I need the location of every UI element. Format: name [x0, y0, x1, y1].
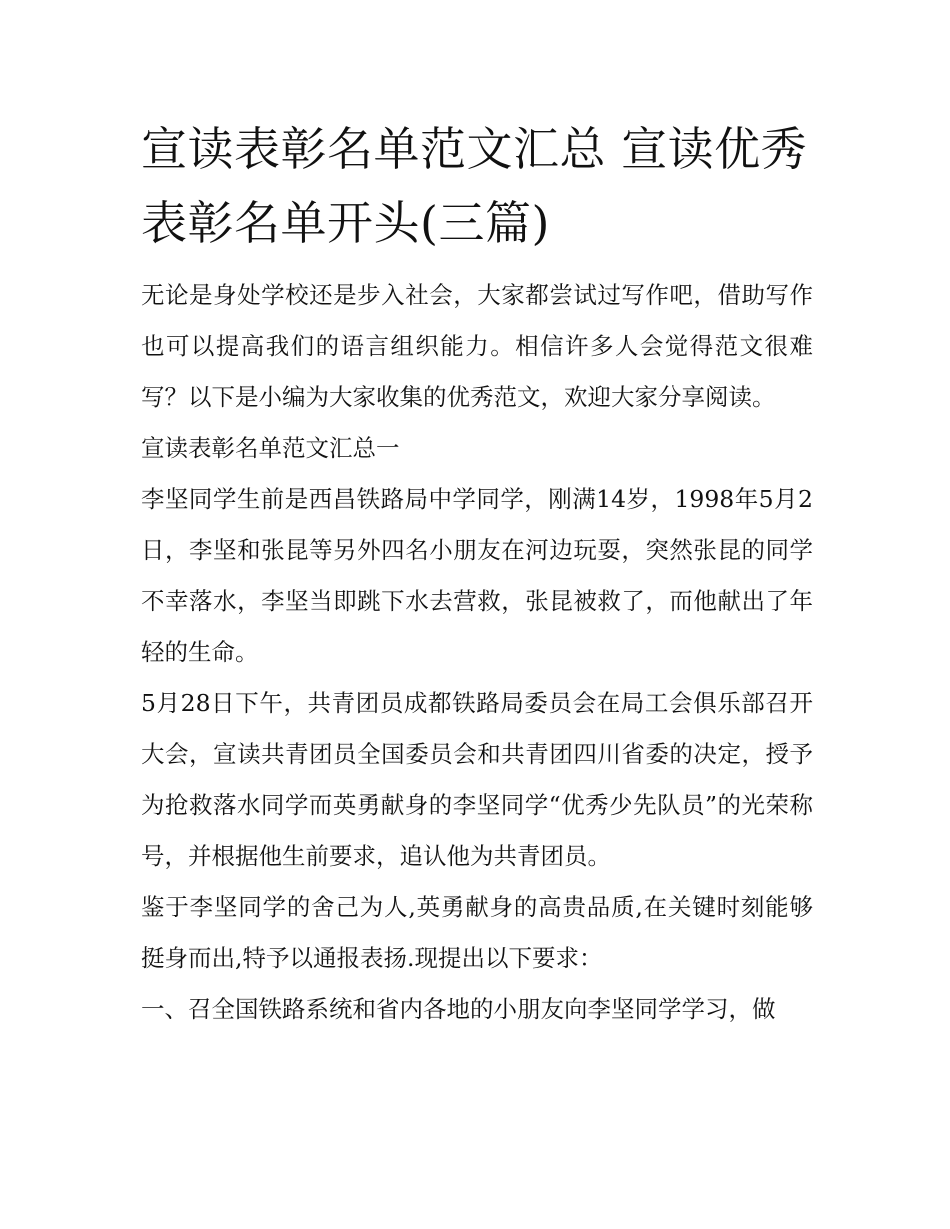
document-body: [141, 112, 813, 1035]
body-paragraph: 5月28日下午，共青团员成都铁路局委员会在局工会俱乐部召开大会，宣读共青团员全国委员会和共青团四川省委的决定，授予为抢救落水同学而英勇献身的李坚同学“优秀少先队员”的光荣称号，并根据他生前要求，追认他为共青团员。: [141, 689, 813, 870]
body-paragraph: 李坚同学生前是西昌铁路局中学同学，刚满14岁，1998年5月2日，李坚和张昆等另外四名小朋友在河边玩耍，突然张昆的同学不幸落水，李坚当即跳下水去营救，张昆被救了，而他献出了年轻的生命。: [141, 485, 813, 666]
intro-paragraph: 无论是身处学校还是步入社会，大家都尝试过写作吧，借助写作也可以提高我们的语言组织能力。相信许多人会觉得范文很难写？以下是小编为大家收集的优秀范文，欢迎大家分享阅读。: [141, 281, 813, 411]
body-paragraph: 一、召全国铁路系统和省内各地的小朋友向李坚同学学习，做: [141, 995, 776, 1023]
body-paragraph: 鉴于李坚同学的舍己为人,英勇献身的高贵品质,在关键时刻能够挺身而出,特予以通报表扬.现提出以下要求：: [141, 893, 813, 972]
section-heading: 宣读表彰名单范文汇总一: [141, 434, 400, 462]
document-title: 宣读表彰名单范文汇总 宣读优秀表彰名单开头(三篇): [141, 122, 808, 250]
